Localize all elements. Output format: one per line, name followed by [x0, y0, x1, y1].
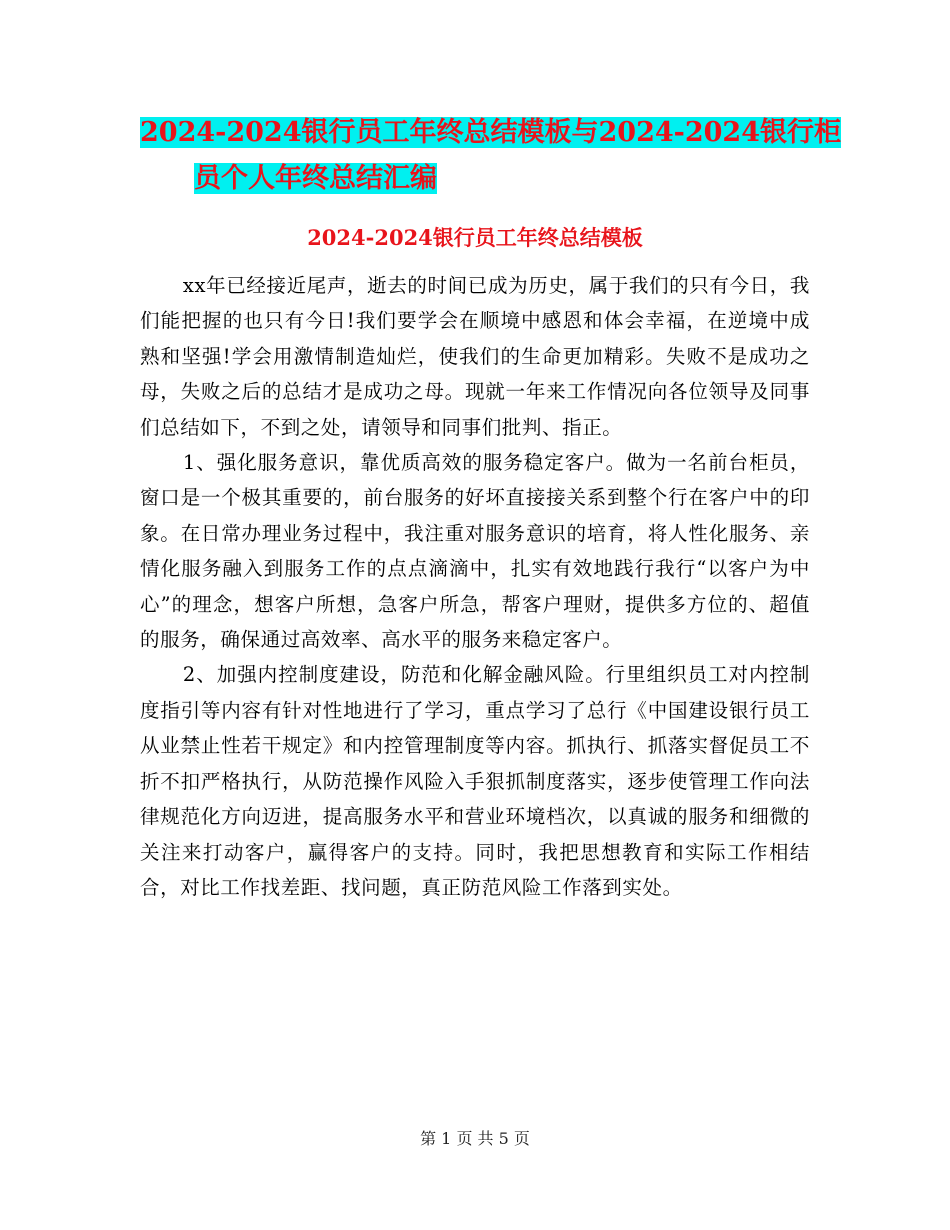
paragraph-service: 1、强化服务意识，靠优质高效的服务稳定客户。做为一名前台柜员，窗口是一个极其重要的，前台服务的好坏直接接关系到整个行在客户中的印象。在日常办理业务过程中，我注重对服务意识的培育，将人性化服务、亲情化服务融入到服务工作的点点滴滴中，扎实有效地践行我行“以客户为中心”的理念，想客户所想，急客户所急，帮客户理财，提供多方位的、超值的服务，确保通过高效率、高水平的服务来稳定客户。 — [140, 451, 810, 652]
document-title — [140, 110, 841, 202]
document-title-line1-text: 2024-2024银行员工年终总结模板与2024-2024银行柜 — [140, 117, 841, 148]
document-title-line1 — [140, 110, 841, 156]
page-number-footer: 第 1 页 共 5 页 — [420, 1129, 530, 1148]
document-title-line2-text: 员个人年终总结汇编 — [194, 163, 437, 194]
document-title-line2 — [140, 156, 810, 202]
paragraph-intro: xx年已经接近尾声，逝去的时间已成为历史，属于我们的只有今日，我们能把握的也只有今日!我们要学会在顺境中感恩和体会幸福，在逆境中成熟和坚强!学会用激情制造灿烂，使我们的生命更加精彩。失败不是成功之母，失败之后的总结才是成功之母。现就一年来工作情况向各位领导及同事们总结如下，不到之处，请领导和同事们批判、指正。 — [140, 274, 810, 439]
document-body — [140, 268, 810, 905]
paragraph-risk-control: 2、加强内控制度建设，防范和化解金融风险。行里组织员工对内控制度指引等内容有针对性地进行了学习，重点学习了总行《中国建设银行员工从业禁止性若干规定》和内控管理制度等内容。抓执行、抓落实督促员工不折不扣严格执行，从防范操作风险入手狠抓制度落实，逐步使管理工作向法律规范化方向迈进，提高服务水平和营业环境档次，以真诚的服务和细微的关注来打动客户，赢得客户的支持。同时，我把思想教育和实际工作相结合，对比工作找差距、找问题，真正防范风险工作落到实处。 — [140, 663, 810, 899]
section-title: 2024-2024银行员工年终总结模板 — [307, 225, 643, 250]
